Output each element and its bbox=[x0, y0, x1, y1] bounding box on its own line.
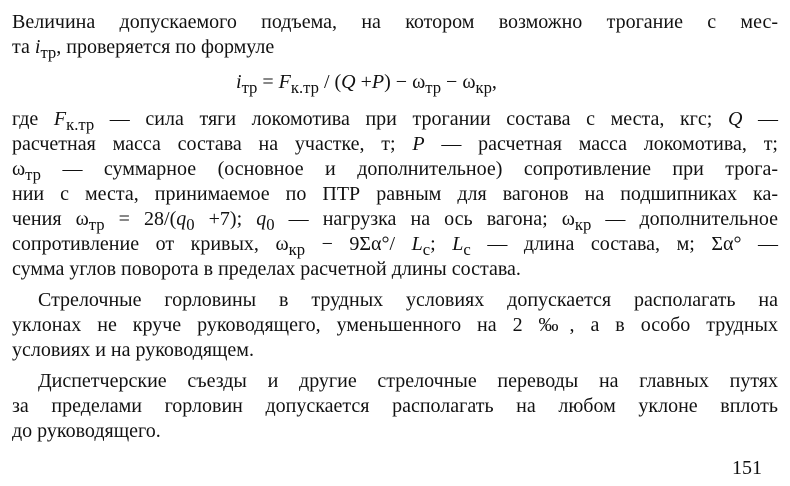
para2-line1: Стрелочные горловины в трудных условиях допускается располагать на bbox=[38, 289, 778, 311]
text-line-14 bbox=[38, 369, 778, 393]
text-line-5: расчетная масса состава на участке, т; P — расчетная масса локомотива, т; bbox=[12, 133, 778, 155]
text-line-16 bbox=[12, 419, 161, 443]
text-line-13 bbox=[12, 338, 254, 362]
page-number: 151 bbox=[732, 457, 762, 479]
text-line-1 bbox=[12, 10, 778, 34]
para2-line2: уклонах не круче руководящего, уменьшенного на 2 ‰, а в особо трудных bbox=[12, 314, 778, 336]
text-line-6: $\omega_{тр}$ — суммарное (основное и дополнительное) сопротивление при трога- bbox=[12, 158, 778, 184]
text-line-12 bbox=[12, 313, 778, 337]
text-line-4: где $F_{к.тр}$ — сила тяги локомотива при трогании состава с места, кгс; Q — bbox=[12, 108, 779, 134]
para3-line3: до руководящего. bbox=[12, 420, 161, 442]
text-line-15 bbox=[12, 394, 778, 418]
line-1-start: Величина допускаемого подъема, на котором возможно трогание с мес- bbox=[12, 11, 778, 33]
para3-line1: Диспетчерские съезды и другие стрелочные переводы на главных путях bbox=[38, 370, 778, 392]
para3-line2: за пределами горловин допускается располагать на любом уклоне вплоть bbox=[12, 395, 778, 417]
para2-line3: условиях и на руководящем. bbox=[12, 339, 254, 361]
text-line-9: сопротивление от кривых, $\omega_{кр} - 9\Sigma\alpha^\circ/$ $L_с$; $L_с$ — длина состава, м; Σα° — bbox=[12, 233, 778, 259]
text-line-7: нии с места, принимаемое по ПТР равным для вагонов на подшипниках ка- bbox=[12, 183, 778, 205]
formula: $i_{тр} = F_{к.тр} / (Q +P) - \omega_{тр} - \omega_{кр}$, bbox=[236, 71, 497, 97]
text-line-8: чения $\omega_{тр} = 28/(q_0 +7)$; $q_0$ — нагрузка на ось вагона; $\omega_{кр}$ — дополнительное bbox=[12, 208, 778, 234]
text-line-2: та $i_{тр}$, проверяется по формуле bbox=[12, 36, 275, 62]
text-line-10: сумма углов поворота в пределах расчетной длины состава. bbox=[12, 258, 521, 280]
text-line-11 bbox=[38, 288, 778, 312]
